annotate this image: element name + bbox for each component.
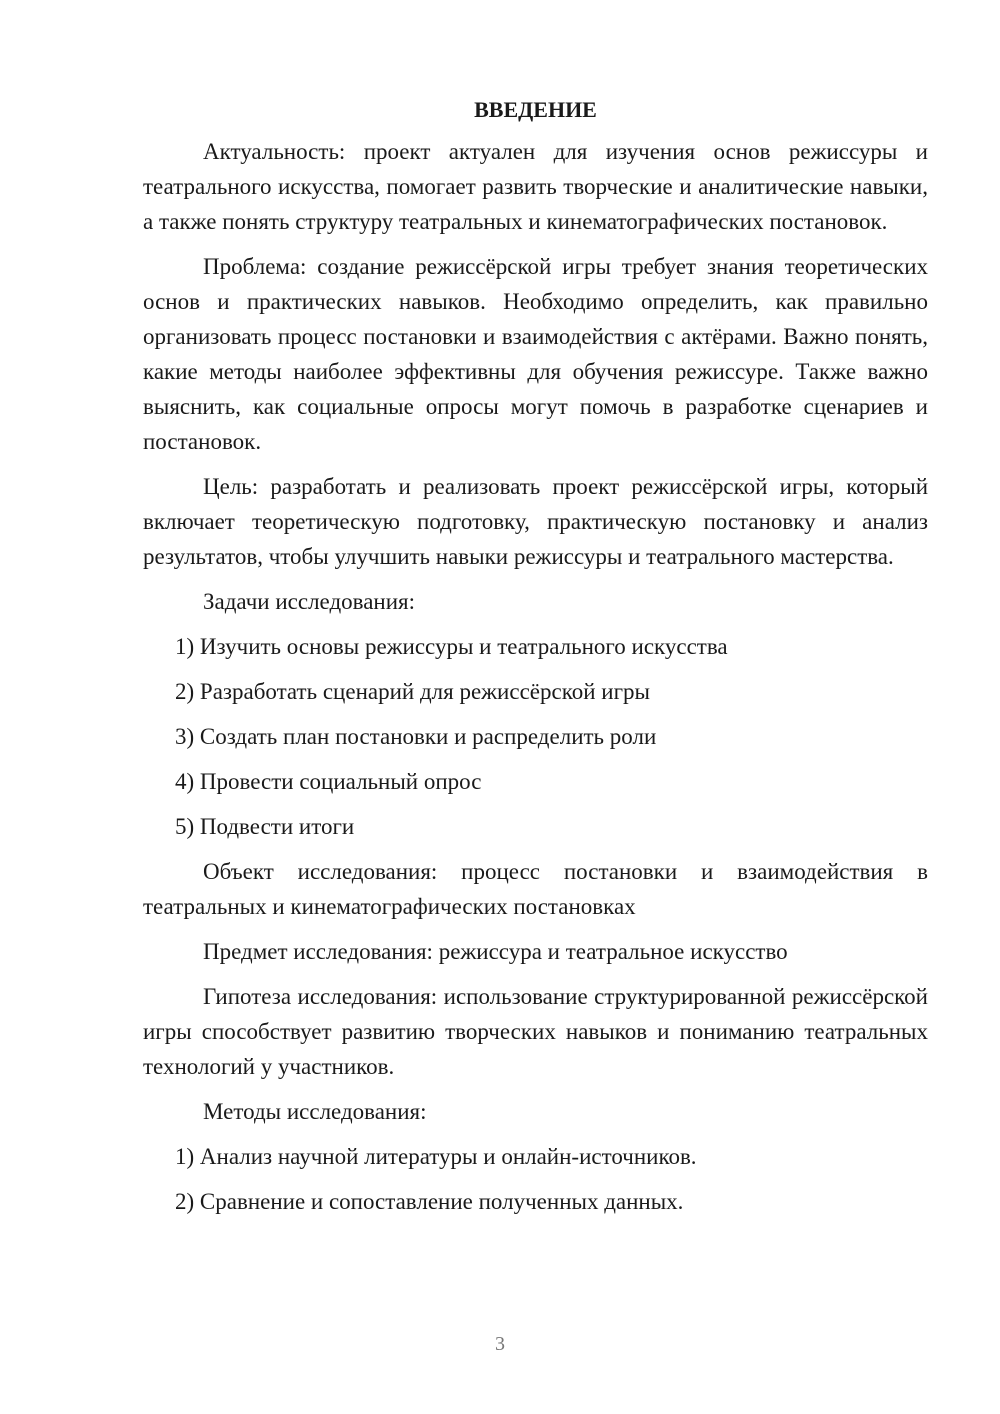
subject-paragraph: Предмет исследования: режиссура и театральное искусство [203, 939, 788, 964]
list-item: 1) Анализ научной литературы и онлайн-источников. [175, 1144, 697, 1169]
hypothesis-paragraph: Гипотеза исследования: использование структурированной режиссёрской игры способствует развитию творческих навыков и пониманию театральных технологий у участников. [143, 984, 928, 1079]
methods-heading: Методы исследования: [203, 1099, 427, 1124]
relevance-paragraph: Актуальность: проект актуален для изучения основ режиссуры и театрального искусства, помогает развить творческие и аналитические навыки, а также понять структуру театральных и кинематографических постановок. [143, 139, 928, 234]
list-item: 4) Провести социальный опрос [175, 769, 482, 794]
page-number: 3 [495, 1333, 505, 1355]
list-item: 3) Создать план постановки и распределить роли [175, 724, 657, 749]
page-title: ВВЕДЕНИЕ [474, 97, 597, 122]
list-item: 2) Сравнение и сопоставление полученных данных. [175, 1189, 684, 1214]
list-item: 2) Разработать сценарий для режиссёрской игры [175, 679, 650, 704]
list-item: 5) Подвести итоги [175, 814, 355, 839]
list-item: 1) Изучить основы режиссуры и театрального искусства [175, 634, 728, 659]
tasks-list [143, 629, 928, 844]
object-paragraph: Объект исследования: процесс постановки и взаимодействия в театральных и кинематографических постановках [143, 859, 928, 919]
problem-paragraph: Проблема: создание режиссёрской игры требует знания теоретических основ и практических навыков. Необходимо определить, как правильно организовать процесс постановки и взаимодействия с актёрами. Важно понять, какие методы наиболее эффективны для обучения режиссуре. Также важно выяснить, как социальные опросы могут помочь в разработке сценариев и постановок. [143, 254, 928, 454]
goal-paragraph: Цель: разработать и реализовать проект режиссёрской игры, который включает теоретическую подготовку, практическую постановку и анализ результатов, чтобы улучшить навыки режиссуры и театрального мастерства. [143, 474, 928, 569]
page-content [143, 92, 928, 1229]
methods-list [143, 1139, 928, 1219]
tasks-heading: Задачи исследования: [203, 589, 416, 614]
